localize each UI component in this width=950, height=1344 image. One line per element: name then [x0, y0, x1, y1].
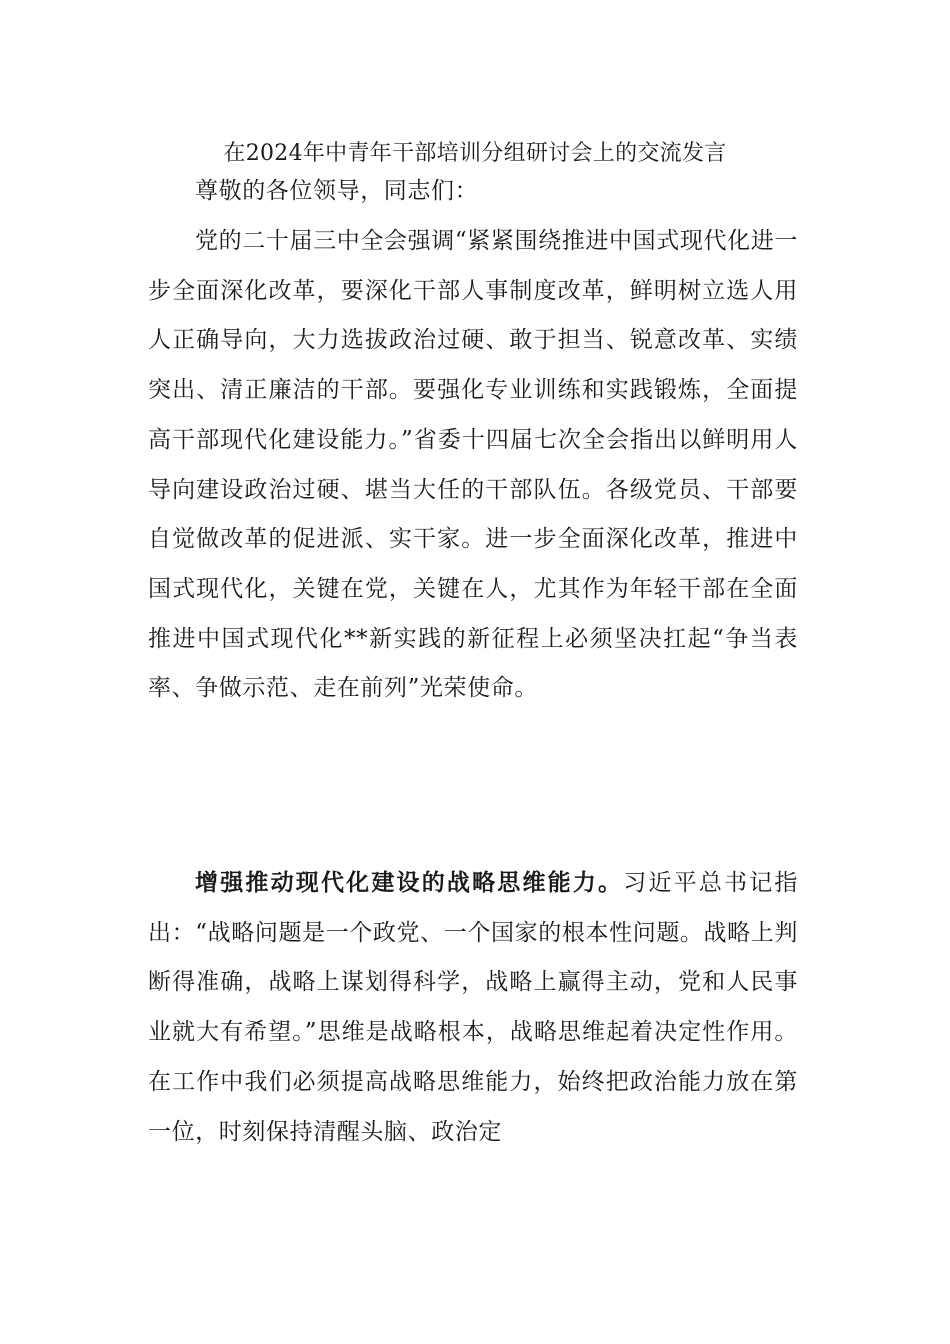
document-title: 在2024年中青年干部培训分组研讨会上的交流发言 — [223, 141, 727, 166]
salutation: 尊敬的各位领导，同志们： — [195, 178, 479, 204]
paragraph-body: 习近平总书记指出：“战略问题是一个政党、一个国家的根本性问题。战略上判断得准确，战略上谋划得科学，战略上赢得主动，党和人民事业就大有希望。”思维是战略根本，战略思维起着决定性作用。在工作中我们必须提高战略思维能力，始终把政治能力放在第一位，时刻保持清醒头脑、政治定 — [148, 870, 798, 1145]
paragraph-strategic-thinking — [148, 858, 798, 1157]
paragraph-intro: 党的二十届三中全会强调“紧紧围绕推进中国式现代化进一步全面深化改革，要深化干部人事制度改革，鲜明树立选人用人正确导向，大力选拔政治过硬、敢于担当、锐意改革、实绩突出、清正廉洁的干部。要强化专业训练和实践锻炼，全面提高干部现代化建设能力。”省委十四届七次全会指出以鲜明用人导向建设政治过硬、堪当大任的干部队伍。各级党员、干部要自觉做改革的促进派、实干家。进一步全面深化改革，推进中国式现代化，关键在党，关键在人，尤其作为年轻干部在全面推进中国式现代化**新实践的新征程上必须坚决扛起“争当表率、争做示范、走在前列”光荣使命。 — [148, 228, 798, 702]
paragraph-heading: 增强推动现代化建设的战略思维能力。 — [195, 869, 624, 896]
